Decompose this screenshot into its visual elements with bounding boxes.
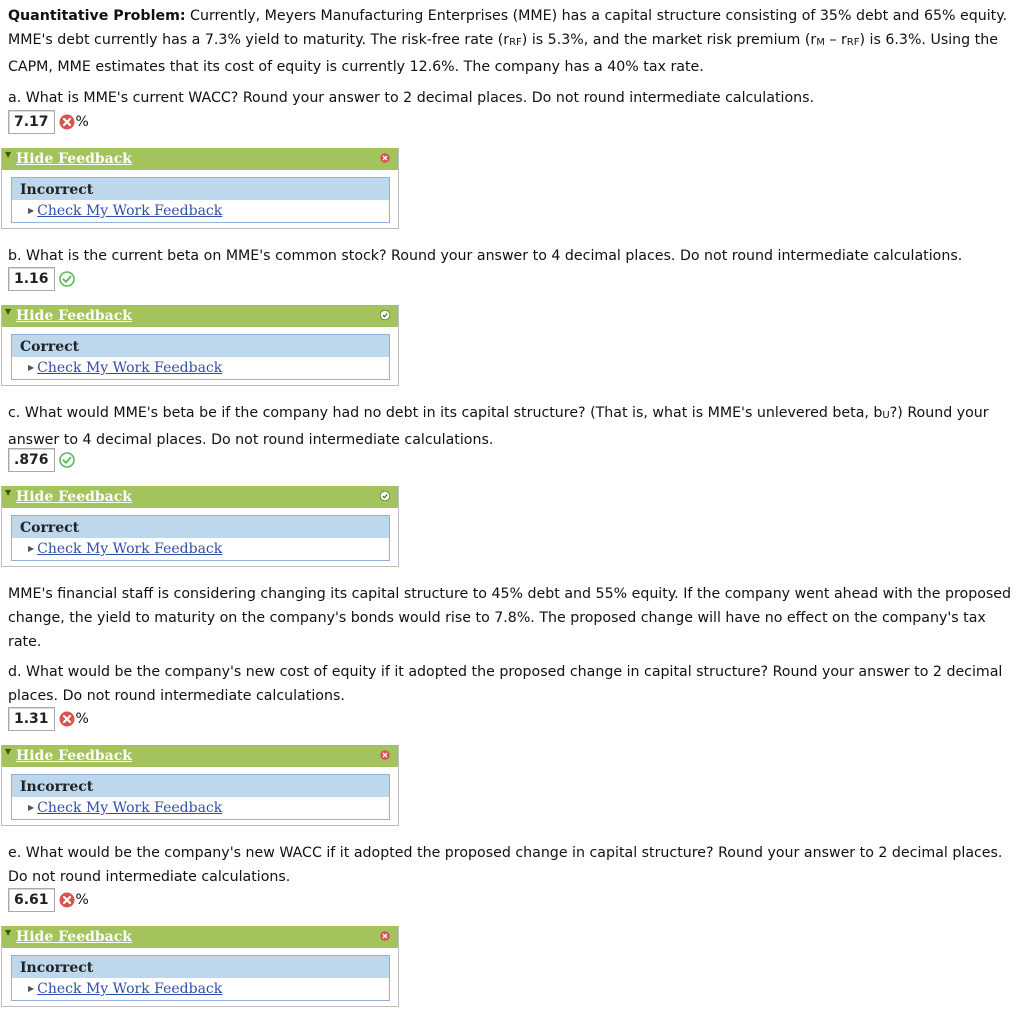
bullet-icon: ▶ (28, 544, 35, 553)
hide-feedback-toggle[interactable]: Hide Feedback (16, 489, 132, 505)
answer-c-field[interactable]: .876 (8, 448, 55, 472)
bullet-icon: ▶ (28, 803, 35, 812)
feedback-box-d (11, 774, 390, 820)
feedback-panel-b (1, 305, 399, 386)
feedback-box-e (11, 955, 390, 1001)
feedback-header-e[interactable] (2, 926, 398, 948)
check-my-work-link-e[interactable]: Check My Work Feedback (37, 981, 223, 997)
hide-feedback-toggle[interactable]: Hide Feedback (16, 929, 132, 945)
collapse-triangle-icon: ▼ (5, 150, 12, 159)
check-my-work-link-c[interactable]: Check My Work Feedback (37, 541, 223, 557)
question-a-text: a. What is MME's current WACC? Round your answer to 2 decimal places. Do not round intermediate calculations. (8, 90, 815, 106)
feedback-verdict-d: Incorrect (20, 779, 94, 795)
incorrect-icon (59, 114, 75, 130)
incorrect-icon (59, 711, 75, 727)
answer-e-field[interactable]: 6.61 (8, 888, 55, 912)
feedback-panel-e (1, 926, 399, 1007)
check-my-work-link-b[interactable]: Check My Work Feedback (37, 360, 223, 376)
check-my-work-link-a[interactable]: Check My Work Feedback (37, 203, 223, 219)
question-b-text: b. What is the current beta on MME's common stock? Round your answer to 4 decimal places. Do not round intermediate calculations. (8, 248, 963, 264)
feedback-panel-d (1, 745, 399, 826)
question-e-text: e. What would be the company's new WACC if it adopted the proposed change in capital structure? Round your answer to 2 decimal places. Do not round intermediate calculations. (8, 845, 1003, 885)
answer-e-row (8, 887, 89, 913)
answer-e-unit: % (75, 892, 89, 908)
collapse-triangle-icon: ▼ (5, 928, 12, 937)
feedback-box-b (11, 334, 390, 380)
answer-b-row (8, 266, 75, 292)
answer-b-field[interactable]: 1.16 (8, 267, 55, 291)
answer-d-unit: % (75, 711, 89, 727)
answer-d-row (8, 706, 89, 732)
incorrect-small-icon (380, 931, 390, 941)
feedback-verdict-e: Incorrect (20, 960, 94, 976)
collapse-triangle-icon: ▼ (5, 307, 12, 316)
feedback-verdict-a: Incorrect (20, 182, 94, 198)
scenario-paragraph: MME's financial staff is considering changing its capital structure to 45% debt and 55% equity. If the company went ahead with the proposed change, the yield to maturity on the company's bonds would rise to 7.8%. The proposed change will have no effect on the company's tax rate. (8, 586, 1012, 650)
feedback-box-a (11, 177, 390, 223)
answer-a-unit: % (75, 114, 89, 130)
feedback-panel-c (1, 486, 399, 567)
collapse-triangle-icon: ▼ (5, 488, 12, 497)
incorrect-icon (59, 892, 75, 908)
correct-small-icon (380, 310, 390, 320)
answer-a-row (8, 109, 89, 135)
feedback-verdict-c: Correct (20, 520, 80, 536)
correct-icon (59, 452, 75, 468)
check-my-work-link-d[interactable]: Check My Work Feedback (37, 800, 223, 816)
bullet-icon: ▶ (28, 363, 35, 372)
answer-d-field[interactable]: 1.31 (8, 707, 55, 731)
feedback-verdict-b: Correct (20, 339, 80, 355)
feedback-header-c[interactable] (2, 486, 398, 508)
intro-paragraph: Quantitative Problem: Currently, Meyers Manufacturing Enterprises (MME) has a capital structure consisting of 35% debt and 65% equity. MME's debt currently has a 7.3% yield to maturity. The risk-free rate $(r_{RF})$ is 5.3%, and the market risk premium $(r_M - r_{RF})$ is 6.3%. Using the CAPM, MME estimates that its cost of equity is currently 12.6%. The company has a 40% tax rate. (8, 8, 1008, 75)
correct-icon (59, 271, 75, 287)
collapse-triangle-icon: ▼ (5, 747, 12, 756)
feedback-panel-a (1, 148, 399, 229)
feedback-box-c (11, 515, 390, 561)
feedback-header-b[interactable] (2, 305, 398, 327)
question-d-text: d. What would be the company's new cost of equity if it adopted the proposed change in capital structure? Round your answer to 2 decimal places. Do not round intermediate calculations. (8, 664, 1003, 704)
question-c-text: c. What would MME's beta be if the company had no debt in its capital structure? (That is, what is MME's unlevered beta, $b_U$?) Round your answer to 4 decimal places. Do not round intermediate calculations. (8, 405, 989, 448)
intro-label: Quantitative Problem: (8, 8, 186, 24)
feedback-header-d[interactable] (2, 745, 398, 767)
hide-feedback-toggle[interactable]: Hide Feedback (16, 748, 132, 764)
bullet-icon: ▶ (28, 206, 35, 215)
answer-c-row (8, 447, 75, 473)
incorrect-small-icon (380, 750, 390, 760)
answer-a-field[interactable]: 7.17 (8, 110, 55, 134)
bullet-icon: ▶ (28, 984, 35, 993)
hide-feedback-toggle[interactable]: Hide Feedback (16, 308, 132, 324)
hide-feedback-toggle[interactable]: Hide Feedback (16, 151, 132, 167)
correct-small-icon (380, 491, 390, 501)
feedback-header-a[interactable] (2, 148, 398, 170)
incorrect-small-icon (380, 153, 390, 163)
